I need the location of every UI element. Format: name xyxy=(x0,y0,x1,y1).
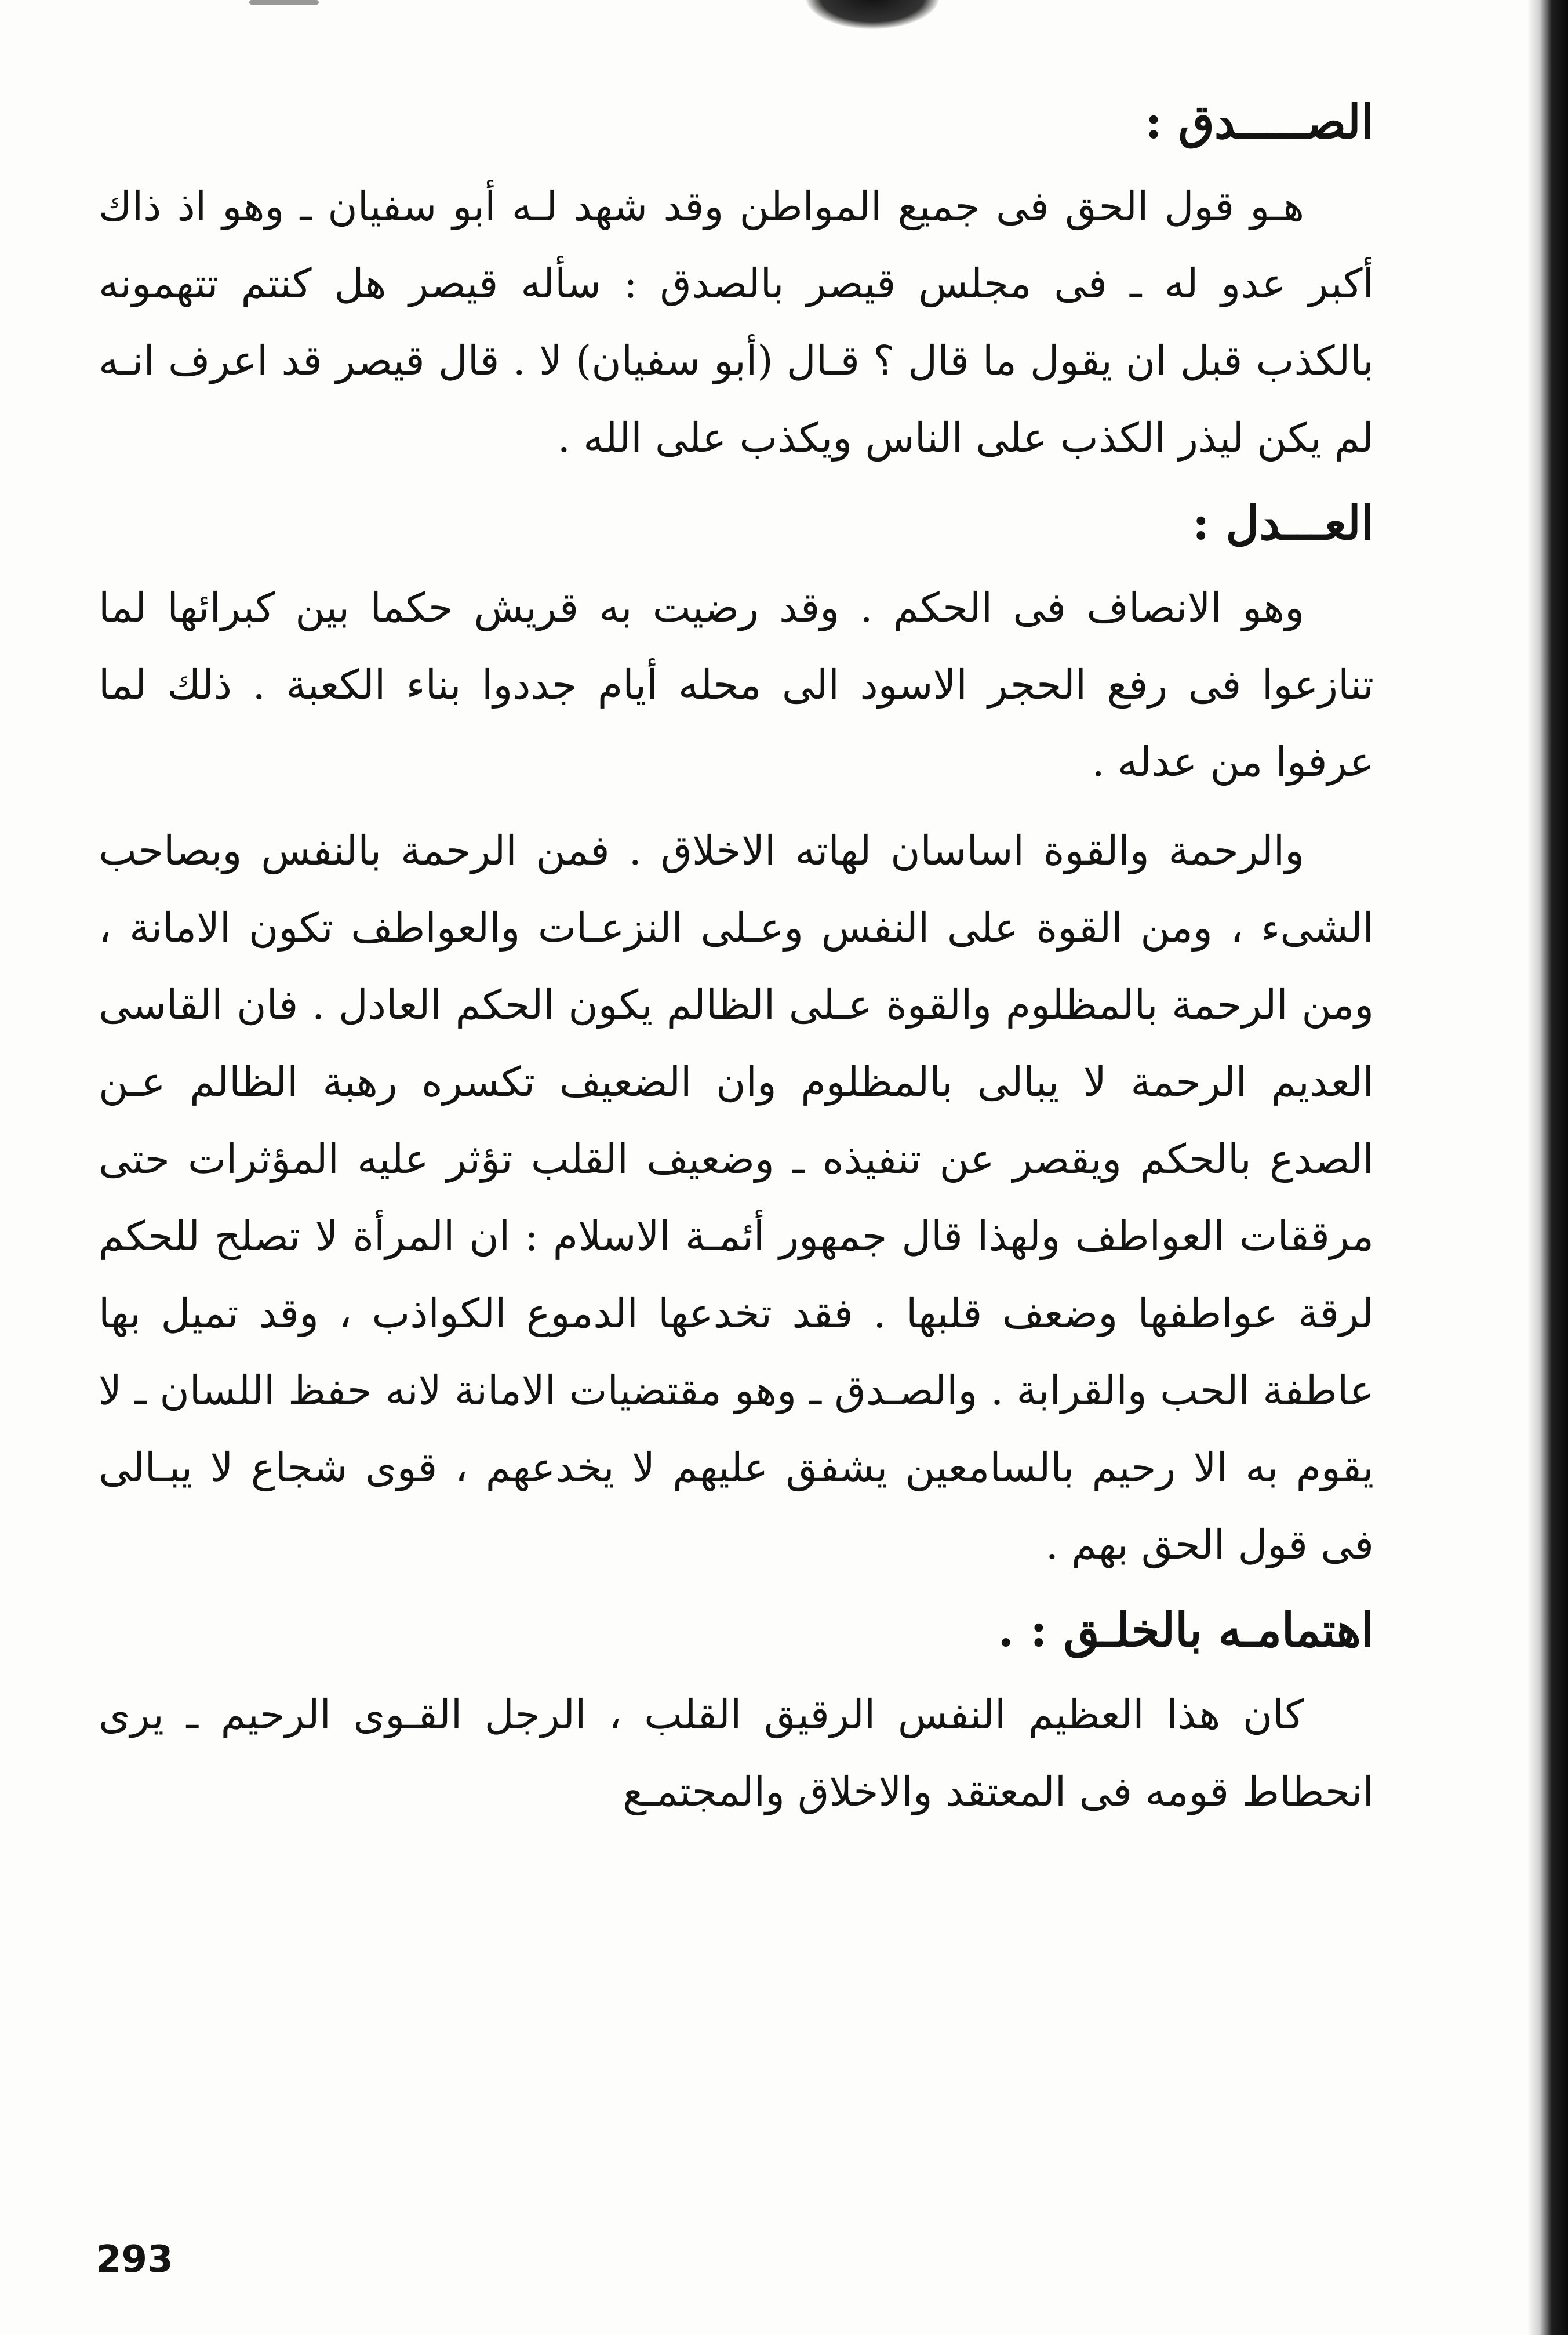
heading-concern-for-creation: اهتمامـه بالخلـق : . xyxy=(998,1603,1374,1657)
page-body xyxy=(99,87,1374,1842)
paragraph-justice: وهو الانصاف فى الحكم . وقد رضيت به قريش حكما بين كبرائها لما تنازعوا فى رفع الحجر الاسود الى محله أيام جددوا بناء الكعبة . ذلك لما عرفوا من عدله . xyxy=(99,584,1374,786)
paragraph-mercy-strength: والرحمة والقوة اساسان لهاته الاخلاق . فمن الرحمة بالنفس وبصاحب الشىء ، ومن القوة على النفس وعـلى النزعـات والعواطف تكون الامانة ، ومن الرحمة بالمظلوم والقوة عـلى الظالم يكون الحكم العادل . فان القاسى العديم الرحمة لا يبالى بالمظلوم وان الضعيف تكسره رهبة الظالم عـن الصدع بالحكم ويقصر عن تنفيذه ـ وضعيف القلب تؤثر عليه المؤثرات حتى مرققات العواطف ولهذا قال جمهور أئمـة الاسلام : ان المرأة لا تصلح للحكم لرقة عواطفها وضعف قلبها . فقد تخدعها الدموع الكواذب ، وقد تميل بها عاطفة الحب والقرابة . والصـدق ـ وهو مقتضيات الامانة لانه حفظ اللسان ـ لا يقوم به الا رحيم بالسامعين يشفق عليهم لا يخدعهم ، قوى شجاع لا يبـالى فى قول الحق بهم . xyxy=(99,827,1374,1568)
section-concern-for-creation xyxy=(99,1595,1374,1831)
section-truthfulness xyxy=(99,87,1374,477)
paragraph-concern-for-creation: كان هذا العظيم النفس الرقيق القلب ، الرجل القـوى الرحيم ـ يرى انحطاط قومه فى المعتقد والاخلاق والمجتمـع xyxy=(99,1691,1374,1815)
paragraph-truthfulness: هـو قول الحق فى جميع المواطن وقد شهد لـه أبو سفيان ـ وهو اذ ذاك أكبر عدو له ـ فى مجلس قيصر بالصدق : سأله قيصر هل كنتم تتهمونه بالكذب قبل ان يقول ما قال ؟ قـال (أبو سفيان) لا . قال قيصر قد اعرف انـه لم يكن ليذر الكذب على الناس ويكذب على الله . xyxy=(99,183,1374,462)
page-number: 293 xyxy=(96,2238,173,2281)
scan-speck xyxy=(249,0,319,5)
page-binding-edge xyxy=(1527,0,1568,2335)
heading-justice: العـــدل : xyxy=(1192,496,1374,550)
section-justice xyxy=(99,488,1374,1584)
ink-blot xyxy=(806,0,939,29)
heading-truthfulness: الصـــــدق : xyxy=(1145,95,1374,149)
